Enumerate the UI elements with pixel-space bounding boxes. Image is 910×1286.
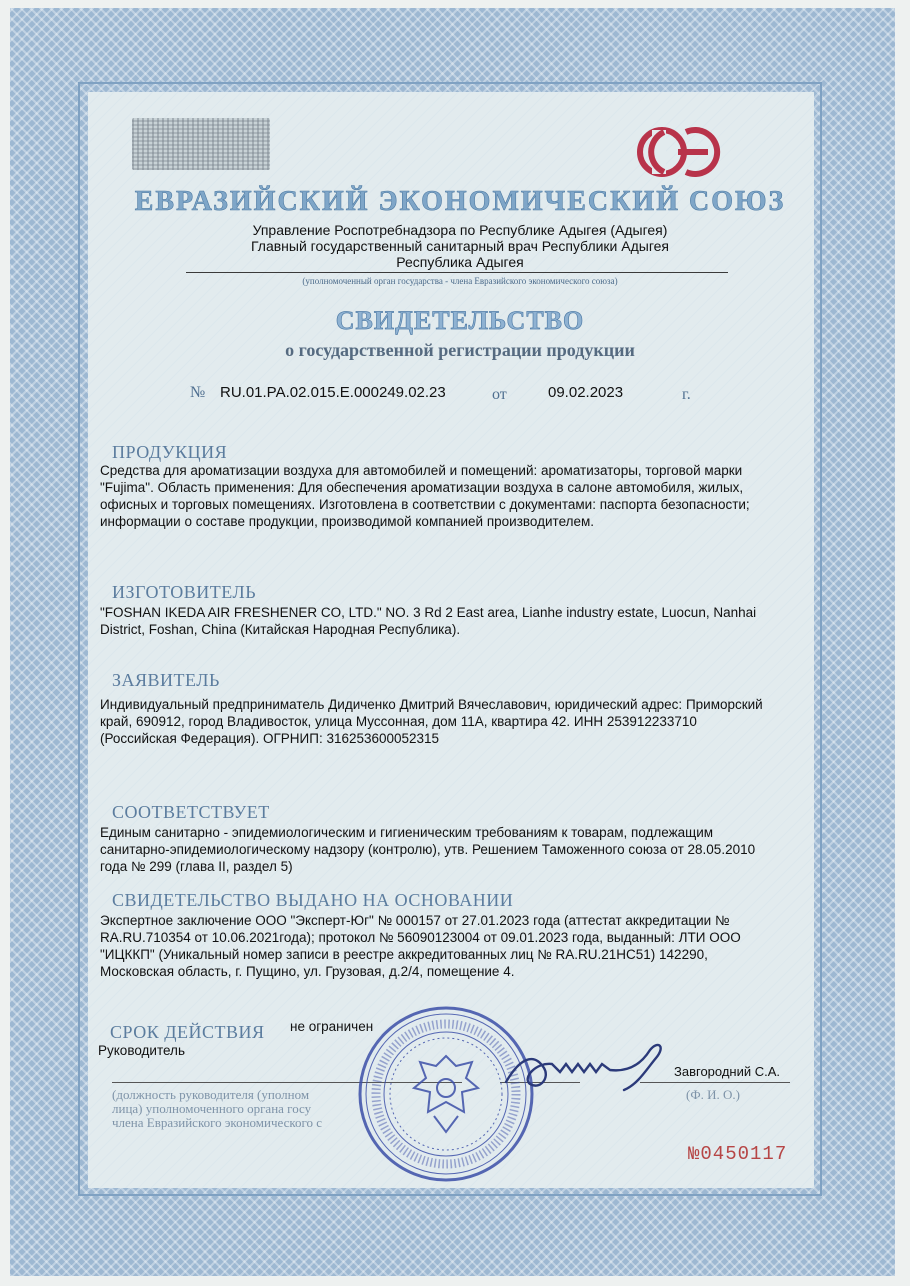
applicant-line: Индивидуальный предприниматель Дидиченко Дмитрий Вячеславович, юридический адрес: Приморский [100, 697, 763, 712]
validity-title: СРОК ДЕЙСТВИЯ [110, 1022, 265, 1042]
org-line-3: Республика Адыгея [396, 254, 524, 270]
conforms-title: СООТВЕТСТВУЕТ [112, 802, 270, 822]
product-line: информации о составе продукции, производимой компанией производителем. [100, 514, 595, 529]
manufacturer-text [100, 604, 780, 638]
certificate-title: СВИДЕТЕЛЬСТВО [335, 306, 585, 335]
applicant-line: край, 690912, город Владивосток, улица Муссонная, дом 11А, квартира 42. ИНН 253912233710 [100, 714, 697, 729]
basis-text [100, 912, 780, 980]
product-line: офисных и торговых помещениях. Изготовлена в соответствии с документами: паспорта безопасности; [100, 497, 750, 512]
applicant-title: ЗАЯВИТЕЛЬ [112, 670, 220, 690]
conforms-line: года № 299 (глава II, раздел 5) [100, 859, 293, 874]
position-caption-line: члена Евразийского экономического с [112, 1115, 323, 1130]
signature-mark-icon [500, 1038, 680, 1098]
manufacturer-line: "FOSHAN IKEDA AIR FRESHENER CO, LTD." NO. 3 Rd 2 East area, Lianhe industry estate, Luocun, Nanhai [100, 605, 757, 620]
position-caption-line: лица) уполномоченного органа госу [112, 1101, 312, 1116]
conforms-line: Единым санитарно - эпидемиологическим и гигиеническим требованиям к товарам, подлежащим [100, 825, 714, 840]
number-label: № [190, 384, 206, 401]
conforms-text [100, 824, 780, 875]
validity-value: не ограничен [290, 1019, 374, 1034]
manufacturer-line: District, Foshan, China (Китайская Народная Республика). [100, 622, 461, 637]
conforms-line: санитарно-эпидемиологическому надзору (контролю), утв. Решением Таможенного союза от 28.05.2010 [100, 842, 756, 857]
manufacturer-title: ИЗГОТОВИТЕЛЬ [112, 582, 257, 602]
hologram-qr-icon [132, 118, 270, 170]
certificate-date: 09.02.2023 [548, 384, 624, 401]
certificate-subtitle: о государственной регистрации продукции [285, 340, 635, 360]
product-line: "Fujima". Область применения: Для обеспечения ароматизации воздуха в салоне автомобиля, жилых, [100, 480, 744, 495]
union-title: ЕВРАЗИЙСКИЙ ЭКОНОМИЧЕСКИЙ СОЮЗ [134, 186, 786, 217]
certificate-number: RU.01.PA.02.015.E.000249.02.23 [220, 384, 446, 401]
org-line-1: Управление Роспотребнадзора по Республике Адыгея (Адыгея) [252, 222, 668, 238]
product-text [100, 462, 780, 530]
applicant-line: (Российская Федерация). ОГРНИП: 316253600052315 [100, 731, 440, 746]
product-line: Средства для ароматизации воздуха для автомобилей и помещений: ароматизаторы, торговой марки [100, 463, 743, 478]
position-caption [112, 1088, 322, 1130]
year-suffix: г. [682, 386, 691, 403]
position-caption-line: (должность руководителя (уполном [112, 1087, 310, 1102]
org-line-2: Главный государственный санитарный врач Республики Адыгея [250, 238, 670, 254]
date-label: от [492, 386, 507, 403]
basis-line: "ИЦККП" (Уникальный номер записи в реестре аккредитованных лиц № RA.RU.21НС51) 142290, [100, 947, 708, 962]
name-caption: (Ф. И. О.) [686, 1087, 740, 1102]
eac-logo-icon [634, 118, 724, 186]
basis-line: Экспертное заключение ООО "Эксперт-Юг" № 000157 от 27.01.2023 года (аттестат аккредитации № [100, 913, 730, 928]
basis-line: RA.RU.710354 от 10.06.2021года); протокол № 56090123004 от 09.01.2023 года, выданный: ЛТИ ООО [100, 930, 741, 945]
signatory-name: Завгородний С.А. [674, 1064, 781, 1079]
org-rule [186, 272, 728, 273]
signature-position: Руководитель [98, 1043, 185, 1058]
applicant-text [100, 696, 780, 747]
basis-line: Московская область, г. Пущино, ул. Грузовая, д.2/4, помещение 4. [100, 964, 515, 979]
product-title: ПРОДУКЦИЯ [112, 442, 228, 462]
org-caption: (уполномоченный орган государства - члена Евразийского экономического союза) [302, 276, 618, 286]
basis-title: СВИДЕТЕЛЬСТВО ВЫДАНО НА ОСНОВАНИИ [112, 890, 514, 910]
form-number: №0450117 [688, 1143, 788, 1165]
